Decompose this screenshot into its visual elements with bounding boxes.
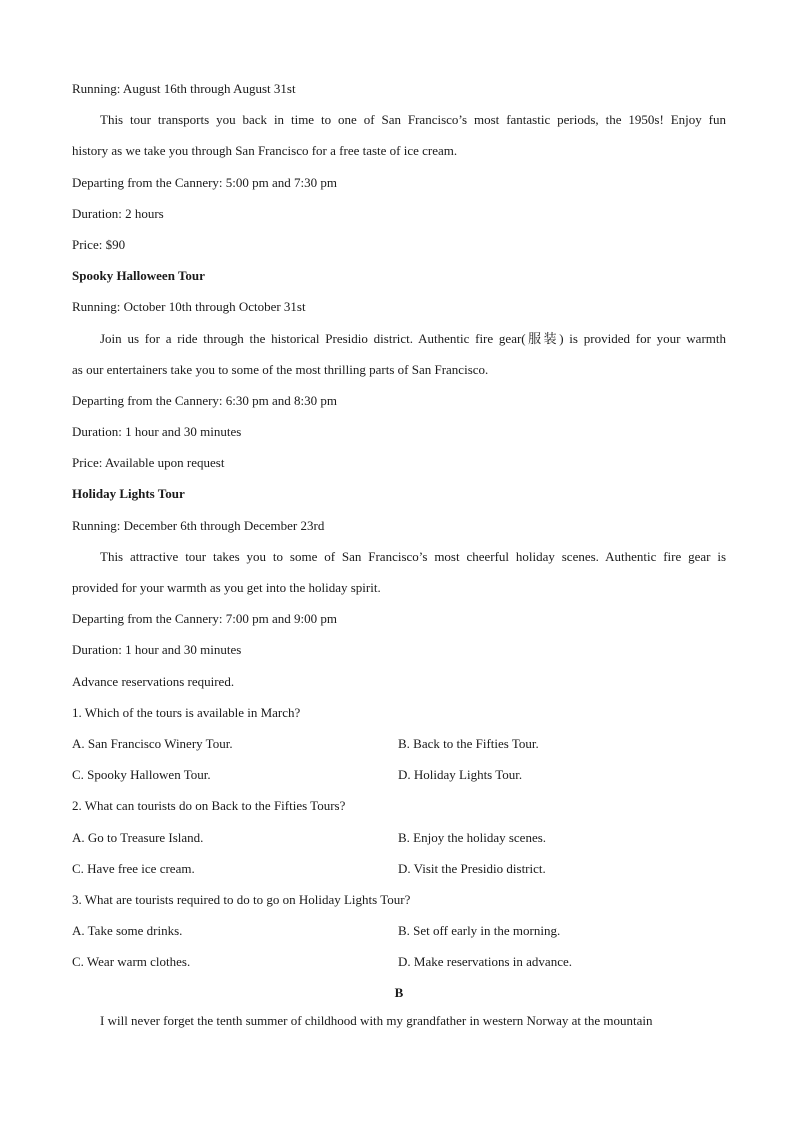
- question-1-options-row-2: [72, 764, 726, 795]
- halloween-title: Spooky Halloween Tour: [72, 268, 205, 284]
- document-page: [72, 78, 726, 1042]
- question-2-option-b: B. Enjoy the holiday scenes.: [398, 829, 547, 845]
- question-3-option-c: C. Wear warm clothes.: [72, 954, 191, 970]
- question-3-option-d: D. Make reservations in advance.: [398, 954, 572, 970]
- fifties-price: Price: $90: [72, 236, 126, 252]
- question-2-option-c: C. Have free ice cream.: [72, 860, 195, 876]
- question-1-option-c: C. Spooky Hallowen Tour.: [72, 767, 211, 783]
- question-2-stem: 2. What can tourists do on Back to the Fifties Tours?: [72, 798, 346, 814]
- question-3-options-row-2: [72, 951, 726, 982]
- fifties-departing: Departing from the Cannery: 5:00 pm and 7:30 pm: [72, 174, 338, 190]
- question-1-option-b: B. Back to the Fifties Tour.: [398, 735, 539, 751]
- question-1-option-d: D. Holiday Lights Tour.: [398, 767, 523, 783]
- fifties-description-line2: history as we take you through San Francisco for a free taste of ice cream.: [72, 143, 458, 159]
- holiday-running: Running: December 6th through December 23rd: [72, 517, 325, 533]
- holiday-title: Holiday Lights Tour: [72, 486, 185, 502]
- question-2-option-a: A. Go to Treasure Island.: [72, 829, 204, 845]
- holiday-description-line1: This attractive tour takes you to some of San Francisco’s most cheerful holiday scenes. Authentic fire gear is: [100, 548, 726, 564]
- question-2-options-row-1: [72, 827, 726, 858]
- halloween-description-line2: as our entertainers take you to some of the most thrilling parts of San Francisco.: [72, 361, 489, 377]
- question-3-option-a: A. Take some drinks.: [72, 923, 183, 939]
- section-b-heading: B: [394, 985, 404, 1001]
- fifties-duration: Duration: 2 hours: [72, 205, 164, 221]
- question-2-option-d: D. Visit the Presidio district.: [398, 860, 546, 876]
- halloween-description-line1: Join us for a ride through the historical Presidio district. Authentic fire gear(服装) is provided for your warmth: [100, 330, 726, 346]
- fifties-description-line1: This tour transports you back in time to one of San Francisco’s most fantastic periods, the 1950s! Enjoy fun: [100, 112, 726, 128]
- holiday-departing: Departing from the Cannery: 7:00 pm and 9:00 pm: [72, 611, 338, 627]
- question-3-option-b: B. Set off early in the morning.: [398, 923, 561, 939]
- halloween-running: Running: October 10th through October 31st: [72, 299, 306, 315]
- halloween-price: Price: Available upon request: [72, 455, 225, 471]
- halloween-departing: Departing from the Cannery: 6:30 pm and 8:30 pm: [72, 392, 338, 408]
- question-1-option-a: A. San Francisco Winery Tour.: [72, 735, 233, 751]
- question-1-stem: 1. Which of the tours is available in March?: [72, 704, 301, 720]
- halloween-duration: Duration: 1 hour and 30 minutes: [72, 424, 242, 440]
- fifties-running: Running: August 16th through August 31st: [72, 81, 296, 96]
- holiday-note: Advance reservations required.: [72, 673, 235, 689]
- question-2-options-row-2: [72, 858, 726, 889]
- holiday-description-line2: provided for your warmth as you get into the holiday spirit.: [72, 580, 381, 595]
- question-3-options-row-1: [72, 920, 726, 951]
- holiday-duration: Duration: 1 hour and 30 minutes: [72, 642, 242, 658]
- question-1-options-row-1: [72, 733, 726, 764]
- section-b-first-line: I will never forget the tenth summer of childhood with my grandfather in western Norway at the mountain: [100, 1013, 653, 1029]
- question-3-stem: 3. What are tourists required to do to go on Holiday Lights Tour?: [72, 891, 411, 907]
